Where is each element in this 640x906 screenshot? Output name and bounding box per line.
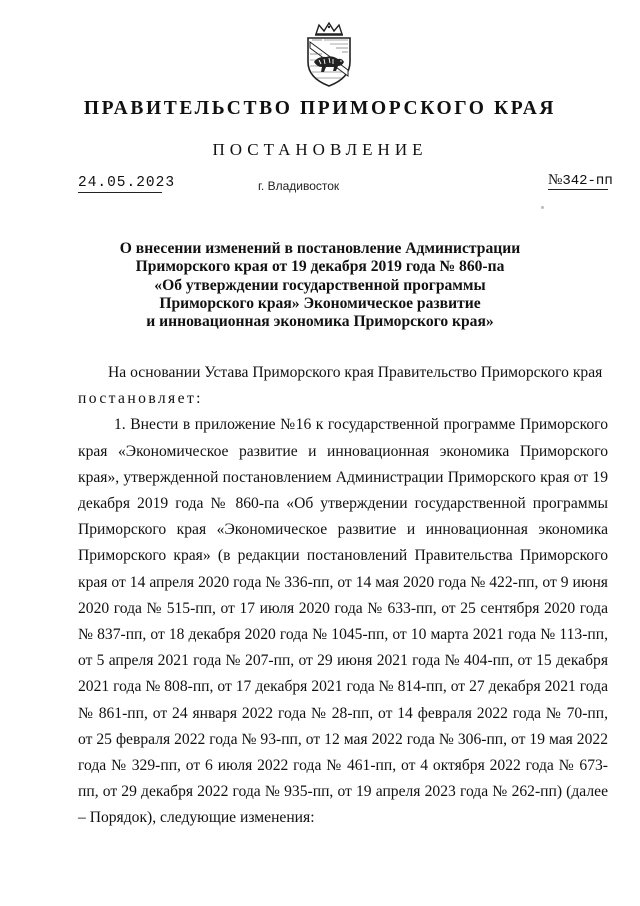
document-date: 24.05.2023 (78, 175, 176, 191)
government-title: ПРАВИТЕЛЬСТВО ПРИМОРСКОГО КРАЯ (83, 98, 557, 119)
number-value: 342-пп (562, 173, 613, 189)
heading-line: Приморского края от 19 декабря 2019 года № 860-па (135, 258, 505, 276)
decree-word: постановляет: (78, 390, 203, 408)
heading-line: «Об утверждении государственной программы (154, 276, 486, 294)
heading-line: Приморского края» Экономическое развитие (159, 294, 481, 312)
document-heading (0, 240, 640, 331)
scan-dot (541, 206, 544, 209)
document-type: ПОСТАНОВЛЕНИЕ (212, 140, 428, 159)
number-prefix: № (548, 172, 563, 188)
heading-line: О внесении изменений в постановление Администрации (119, 240, 521, 257)
coat-of-arms-icon (302, 22, 356, 88)
document-body (78, 360, 608, 832)
heading-line: и инновационная экономика Приморского края» (146, 313, 494, 331)
document-number (548, 172, 613, 190)
document-city: г. Владивосток (258, 179, 340, 193)
item-1-paragraph: 1. Внести в приложение №16 к государственной программе Приморского края «Экономическое развитие и инновационная экономика Приморского края», утвержденной постановлением Администрации Приморского края от 19 декабря 2019 года № 860-па «Об утверждении государственной программы Приморского края «Экономическое развитие и инновационная экономика Приморского края» (в редакции постановлений Правительства Приморского края от 14 апреля 2020 года № 336-пп, от 14 мая 2020 года № 422-пп, от 9 июня 2020 года № 515-пп, от 17 июля 2020 года № 633-пп, от 25 сентября 2020 года № 837-пп, от 18 декабря 2020 года № 1045-пп, от 10 марта 2021 года № 113-пп, от 5 апреля 2021 года № 207-пп, от 29 июня 2021 года № 404-пп, от 15 декабря 2021 года № 808-пп, от 17 декабря 2021 года № 814-пп, от 27 декабря 2021 года № 861-пп, от 24 января 2022 года № 28-пп, от 14 февраля 2022 года № 70-пп, от 25 февраля 2022 года № 93-пп, от 12 мая 2022 года № 306-пп, от 19 мая 2022 года № 329-пп, от 6 июля 2022 года № 461-пп, от 4 октября 2022 года № 673-пп, от 29 декабря 2022 года № 935-пп, от 19 апреля 2023 года № 262-пп) (далее – Порядок), следующие изменения: (78, 416, 608, 827)
basis-paragraph: На основании Устава Приморского края Правительство Приморского края (108, 364, 603, 381)
